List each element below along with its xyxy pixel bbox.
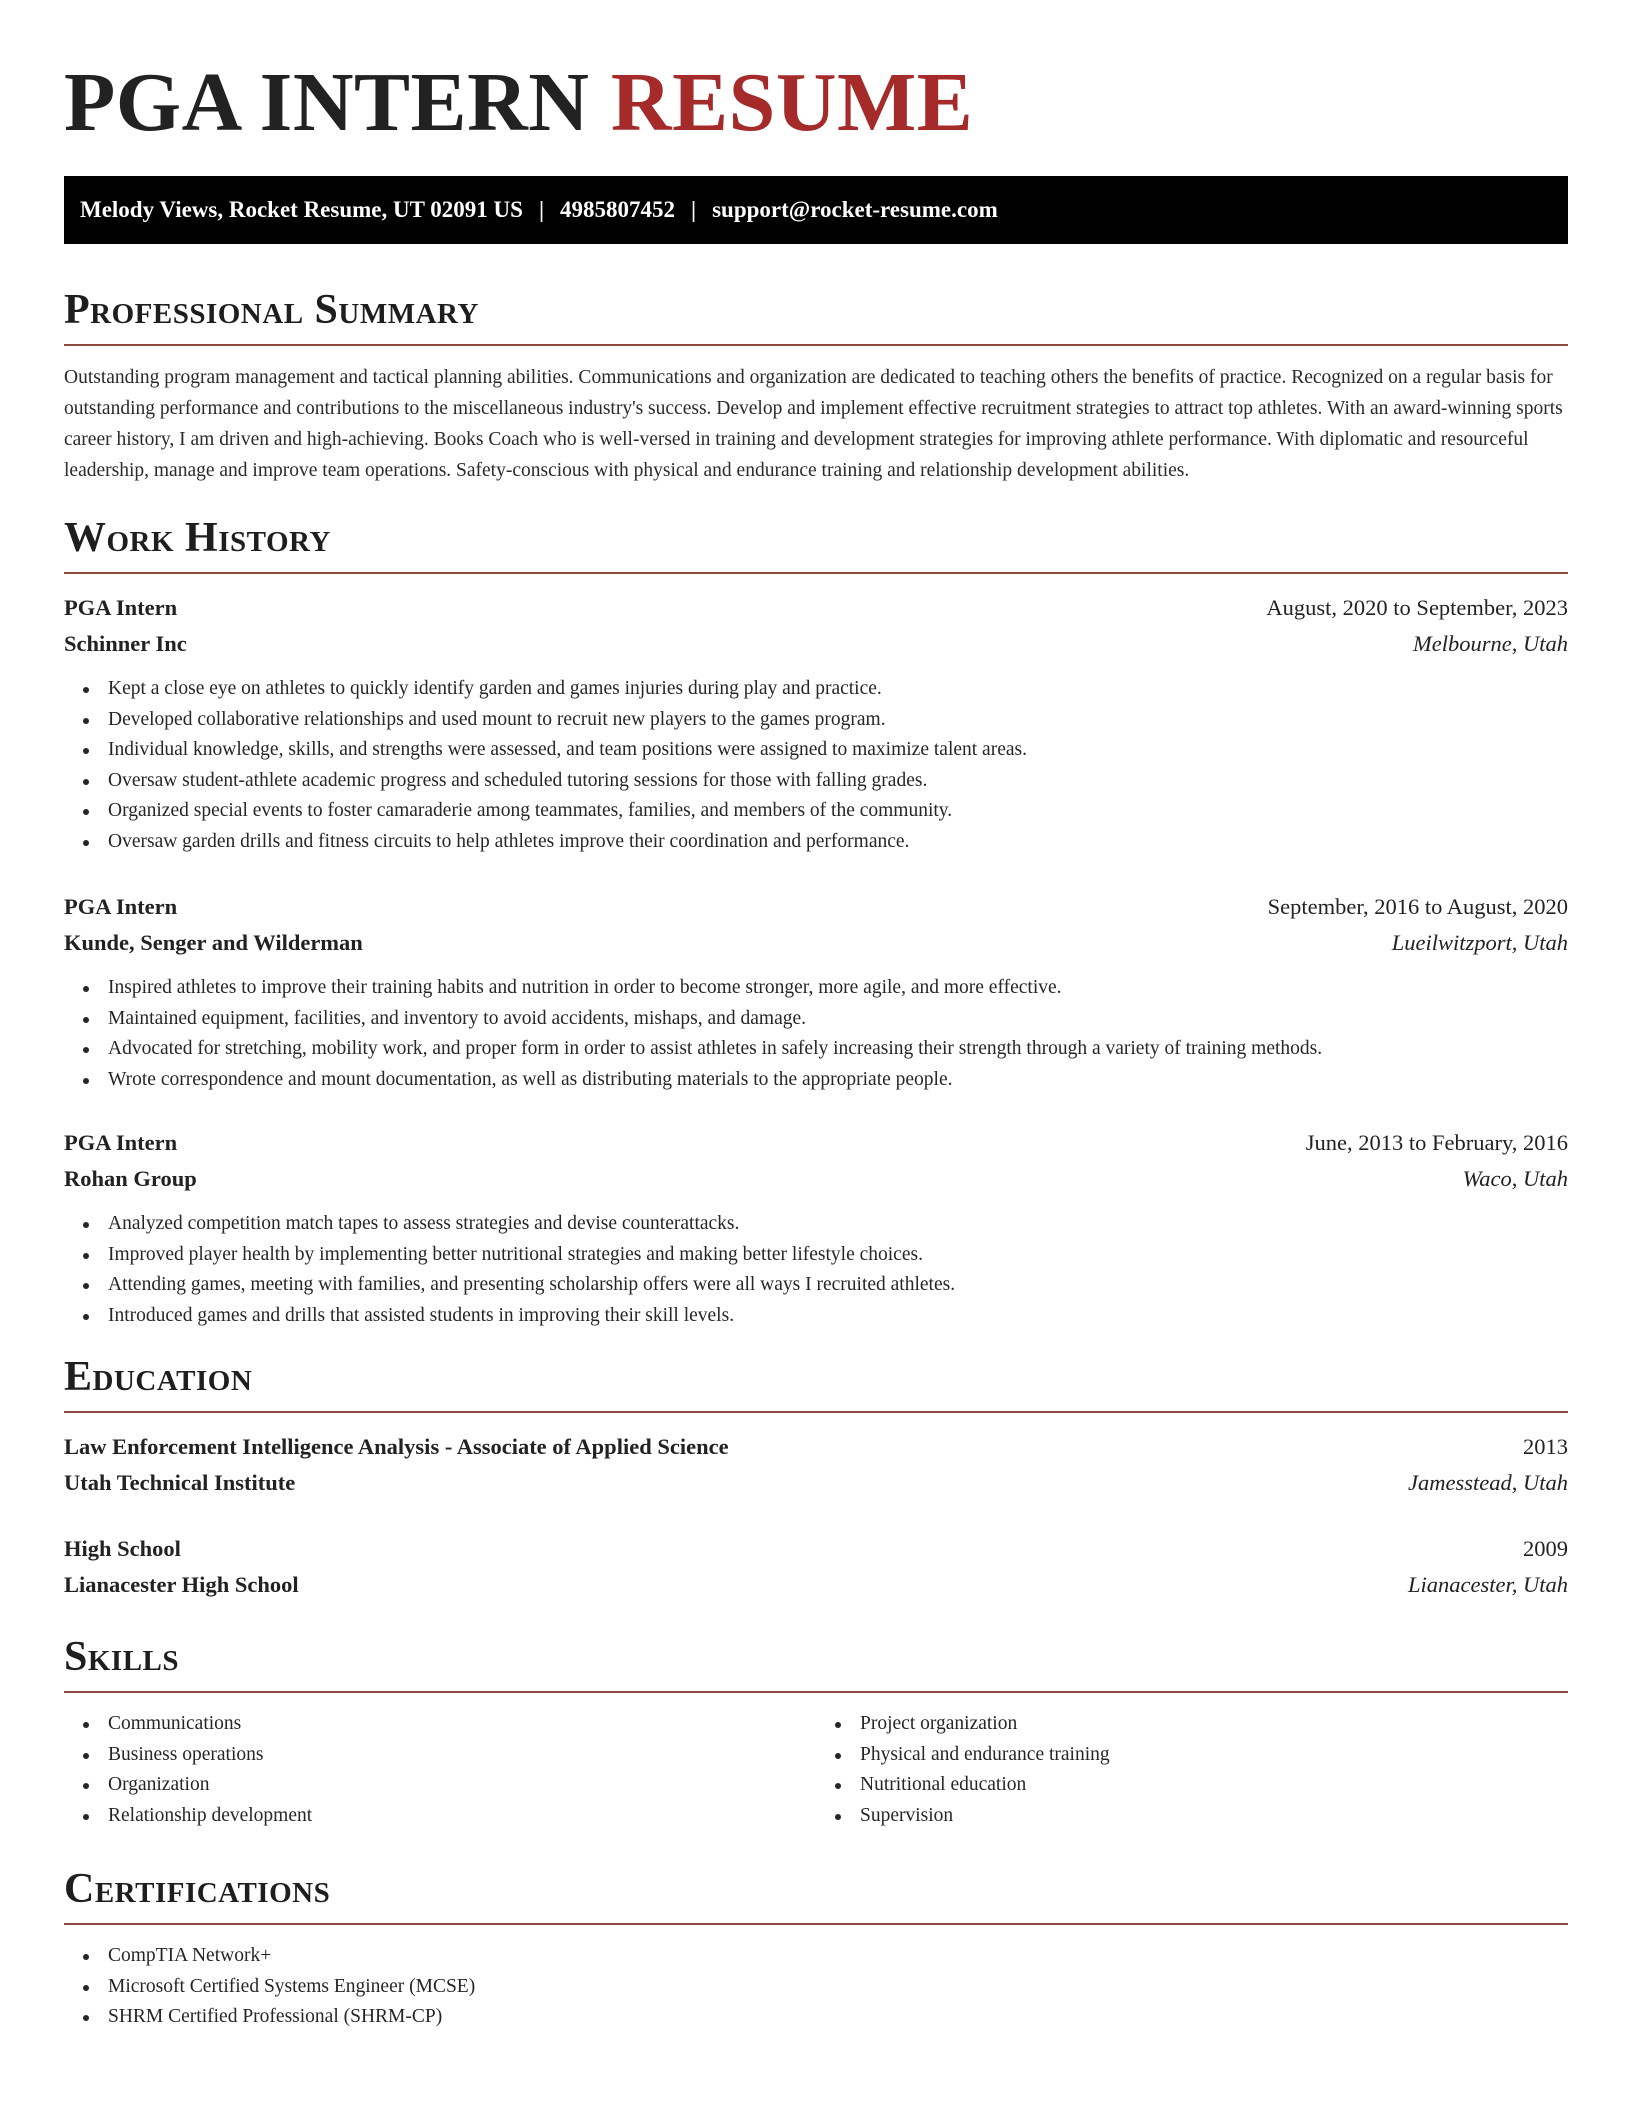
list-item: Oversaw student-athlete academic progress and scheduled tutoring sessions for those with falling grades. xyxy=(108,766,1568,797)
job-location: Lueilwitzport, Utah xyxy=(1391,930,1568,955)
contact-separator: | xyxy=(691,197,697,222)
job-subheader xyxy=(64,626,1568,662)
list-item: Introduced games and drills that assisted students in improving their skill levels. xyxy=(108,1301,1568,1332)
contact-email: support@rocket-resume.com xyxy=(712,197,998,222)
section-divider xyxy=(64,572,1568,574)
section-divider xyxy=(64,344,1568,346)
summary-section xyxy=(64,284,1568,486)
job-dates: June, 2013 to February, 2016 xyxy=(1305,1130,1568,1155)
job-bullets xyxy=(64,1209,1568,1331)
education-degree: High School xyxy=(64,1536,181,1561)
certifications-list xyxy=(64,1941,1568,2033)
list-item: Advocated for stretching, mobility work, and proper form in order to assist athletes in safely increasing their strength through a variety of training methods. xyxy=(108,1034,1568,1065)
education-section xyxy=(64,1351,1568,1603)
list-item: Inspired athletes to improve their training habits and nutrition in order to become stronger, more agile, and more effective. xyxy=(108,973,1568,1004)
list-item: Wrote correspondence and mount documentation, as well as distributing materials to the appropriate people. xyxy=(108,1065,1568,1096)
contact-phone: 4985807452 xyxy=(560,197,676,222)
work-history-section xyxy=(64,512,1568,1331)
list-item: Individual knowledge, skills, and strengths were assessed, and team positions were assigned to maximize talent areas. xyxy=(108,735,1568,766)
summary-text: Outstanding program management and tactical planning abilities. Communications and organization are dedicated to teaching others the benefits of practice. Recognized on a regular basis for outstanding performance and contributions to the miscellaneous industry's success. Develop and implement effective recruitment strategies to attract top athletes. With an award-winning sports career history, I am driven and high-achieving. Books Coach who is well-versed in training and development strategies for improving athlete performance. With diplomatic and resourceful leadership, manage and improve team operations. Safety-conscious with physical and endurance training and relationship development abilities. xyxy=(64,367,1563,481)
list-item: Developed collaborative relationships and used mount to recruit new players to the games program. xyxy=(108,705,1568,736)
list-item: Microsoft Certified Systems Engineer (MCSE) xyxy=(108,1972,1568,2003)
list-item: Relationship development xyxy=(108,1801,816,1832)
education-school: Lianacester High School xyxy=(64,1572,299,1597)
list-item: Improved player health by implementing better nutritional strategies and making better lifestyle choices. xyxy=(108,1240,1568,1271)
education-year: 2009 xyxy=(1523,1536,1568,1561)
skills-list-left xyxy=(64,1709,816,1831)
education-entry xyxy=(64,1531,1568,1603)
job-header xyxy=(64,889,1568,925)
list-item: Physical and endurance training xyxy=(860,1740,1568,1771)
education-location: Lianacester, Utah xyxy=(1408,1572,1568,1597)
section-heading-education: Education xyxy=(64,1354,253,1400)
job-entry xyxy=(64,590,1568,857)
list-item: CompTIA Network+ xyxy=(108,1941,1568,1972)
job-subheader xyxy=(64,925,1568,961)
section-heading-skills: Skills xyxy=(64,1634,180,1680)
job-header xyxy=(64,1125,1568,1161)
education-year: 2013 xyxy=(1523,1434,1568,1459)
list-item: Nutritional education xyxy=(860,1770,1568,1801)
contact-bar xyxy=(64,176,1568,244)
skills-list-right xyxy=(816,1709,1568,1831)
list-item: Kept a close eye on athletes to quickly identify garden and games injuries during play and practice. xyxy=(108,674,1568,705)
list-item: Communications xyxy=(108,1709,816,1740)
job-location: Melbourne, Utah xyxy=(1413,631,1568,656)
list-item: Organized special events to foster camaraderie among teammates, families, and members of the community. xyxy=(108,796,1568,827)
job-bullets xyxy=(64,973,1568,1095)
skills-columns xyxy=(64,1709,1568,1831)
job-header xyxy=(64,590,1568,626)
job-title: PGA Intern xyxy=(64,894,178,919)
job-entry xyxy=(64,1125,1568,1331)
education-subheader xyxy=(64,1465,1568,1501)
job-dates: August, 2020 to September, 2023 xyxy=(1266,595,1568,620)
job-location: Waco, Utah xyxy=(1462,1166,1568,1191)
title-accent: RESUME xyxy=(610,56,974,149)
job-dates: September, 2016 to August, 2020 xyxy=(1267,894,1568,919)
job-title: PGA Intern xyxy=(64,1130,178,1155)
contact-address: Melody Views, Rocket Resume, UT 02091 US xyxy=(80,197,523,222)
list-item: Business operations xyxy=(108,1740,816,1771)
job-company: Rohan Group xyxy=(64,1166,197,1191)
section-divider xyxy=(64,1691,1568,1693)
resume-title xyxy=(64,0,1568,162)
list-item: Maintained equipment, facilities, and inventory to avoid accidents, mishaps, and damage. xyxy=(108,1004,1568,1035)
section-heading-summary: Professional Summary xyxy=(64,287,479,333)
job-title: PGA Intern xyxy=(64,595,178,620)
list-item: SHRM Certified Professional (SHRM-CP) xyxy=(108,2002,1568,2033)
title-main: PGA INTERN xyxy=(64,56,590,149)
section-heading-certifications: Certifications xyxy=(64,1866,331,1912)
job-company: Schinner Inc xyxy=(64,631,187,656)
skills-section xyxy=(64,1631,1568,1831)
education-degree: Law Enforcement Intelligence Analysis - Associate of Applied Science xyxy=(64,1434,729,1459)
list-item: Supervision xyxy=(860,1801,1568,1832)
education-header xyxy=(64,1429,1568,1465)
education-subheader xyxy=(64,1567,1568,1603)
section-divider xyxy=(64,1923,1568,1925)
education-school: Utah Technical Institute xyxy=(64,1470,296,1495)
list-item: Organization xyxy=(108,1770,816,1801)
job-bullets xyxy=(64,674,1568,857)
section-heading-work: Work History xyxy=(64,515,331,561)
job-entry xyxy=(64,889,1568,1095)
job-subheader xyxy=(64,1161,1568,1197)
list-item: Attending games, meeting with families, and presenting scholarship offers were all ways I recruited athletes. xyxy=(108,1270,1568,1301)
list-item: Analyzed competition match tapes to assess strategies and devise counterattacks. xyxy=(108,1209,1568,1240)
section-divider xyxy=(64,1411,1568,1413)
education-location: Jamesstead, Utah xyxy=(1408,1470,1568,1495)
education-header xyxy=(64,1531,1568,1567)
list-item: Project organization xyxy=(860,1709,1568,1740)
list-item: Oversaw garden drills and fitness circuits to help athletes improve their coordination and performance. xyxy=(108,827,1568,858)
certifications-section xyxy=(64,1863,1568,2033)
education-entry xyxy=(64,1429,1568,1501)
contact-separator: | xyxy=(538,197,545,222)
job-company: Kunde, Senger and Wilderman xyxy=(64,930,363,955)
